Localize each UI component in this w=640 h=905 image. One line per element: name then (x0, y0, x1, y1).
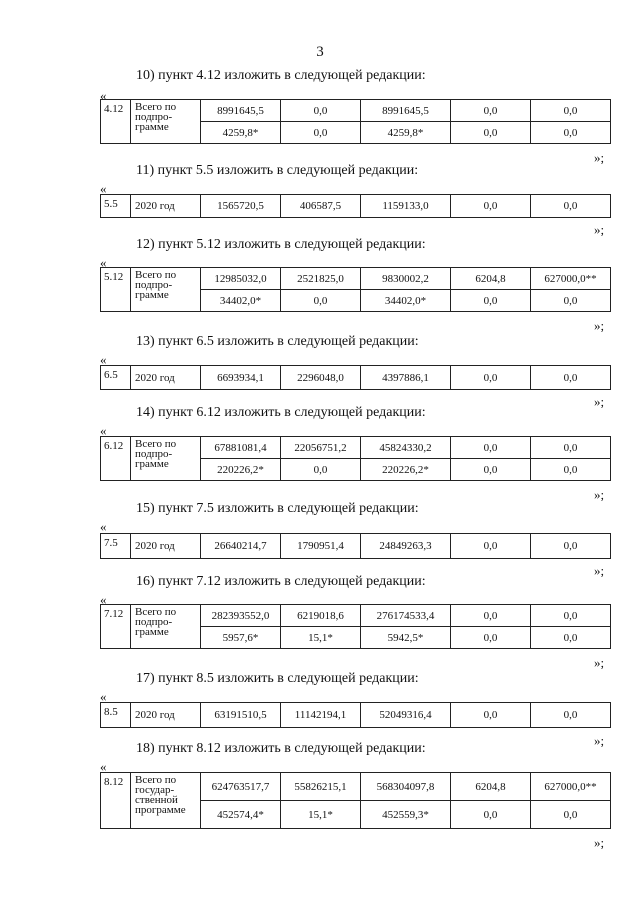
amendment-heading: 17) пункт 8.5 изложить в следующей редакции: (136, 671, 419, 686)
close-quote: »; (594, 150, 605, 165)
open-quote: « (100, 689, 107, 704)
value-cell: 0,0 (451, 459, 531, 481)
value-cell: 220226,2* (201, 459, 281, 481)
value-cell: 5957,6* (201, 627, 281, 649)
item-code: 6.5 (101, 366, 131, 390)
value-cell: 0,0 (531, 195, 611, 218)
open-quote: « (100, 592, 107, 607)
item-label-line: подпро- (135, 616, 173, 628)
value-cell: 1565720,5 (201, 195, 281, 218)
item-code: 7.12 (101, 605, 131, 649)
value-cell: 0,0 (451, 366, 531, 390)
item-label (131, 100, 201, 144)
value-cell: 627000,0** (531, 773, 611, 801)
item-label-line: грамме (135, 121, 169, 133)
value-cell: 11142194,1 (281, 703, 361, 728)
close-quote: »; (594, 733, 605, 748)
value-cell: 0,0 (451, 801, 531, 829)
item-label (131, 437, 201, 481)
value-cell: 6219018,6 (281, 605, 361, 627)
item-code: 8.12 (101, 773, 131, 829)
item-label (131, 268, 201, 312)
item-label-line: программе (135, 804, 186, 816)
close-quote: »; (594, 394, 605, 409)
value-cell: 45824330,2 (361, 437, 451, 459)
amendment-table (100, 436, 611, 481)
table-row (101, 605, 611, 627)
item-code: 8.5 (101, 703, 131, 728)
value-cell: 0,0 (531, 100, 611, 122)
amendment-table (100, 99, 611, 144)
value-cell: 4259,8* (201, 122, 281, 144)
value-cell: 0,0 (531, 627, 611, 649)
value-cell: 0,0 (531, 801, 611, 829)
item-label-line: подпро- (135, 448, 173, 460)
value-cell: 0,0 (281, 100, 361, 122)
amendment-heading: 11) пункт 5.5 изложить в следующей редакции: (136, 163, 419, 178)
amendment-table (100, 194, 611, 218)
value-cell: 6693934,1 (201, 366, 281, 390)
value-cell: 52049316,4 (361, 703, 451, 728)
amendment-heading: 13) пункт 6.5 изложить в следующей редакции: (136, 334, 419, 349)
value-cell: 452559,3* (361, 801, 451, 829)
table-row (101, 773, 611, 801)
amendment-table (100, 772, 611, 829)
value-cell: 24849263,3 (361, 534, 451, 559)
value-cell: 6204,8 (451, 773, 531, 801)
value-cell: 4259,8* (361, 122, 451, 144)
value-cell: 282393552,0 (201, 605, 281, 627)
value-cell: 0,0 (531, 534, 611, 559)
value-cell: 0,0 (451, 534, 531, 559)
item-label: 2020 год (131, 534, 201, 559)
page-number: 3 (316, 44, 324, 60)
table-row (101, 268, 611, 290)
value-cell: 67881081,4 (201, 437, 281, 459)
amendment-table (100, 604, 611, 649)
open-quote: « (100, 255, 107, 270)
value-cell: 1790951,4 (281, 534, 361, 559)
value-cell: 276174533,4 (361, 605, 451, 627)
close-quote: »; (594, 318, 605, 333)
close-quote: »; (594, 487, 605, 502)
amendment-table (100, 267, 611, 312)
value-cell: 2521825,0 (281, 268, 361, 290)
item-code: 6.12 (101, 437, 131, 481)
value-cell: 63191510,5 (201, 703, 281, 728)
value-cell: 0,0 (531, 437, 611, 459)
item-label (131, 605, 201, 649)
value-cell: 220226,2* (361, 459, 451, 481)
value-cell: 0,0 (531, 290, 611, 312)
item-code: 5.12 (101, 268, 131, 312)
item-label-line: Всего по (135, 606, 177, 618)
table-row (101, 366, 611, 390)
value-cell: 26640214,7 (201, 534, 281, 559)
open-quote: « (100, 759, 107, 774)
amendment-heading: 15) пункт 7.5 изложить в следующей редакции: (136, 501, 419, 516)
amendment-table (100, 365, 611, 390)
value-cell: 34402,0* (361, 290, 451, 312)
amendment-heading: 12) пункт 5.12 изложить в следующей редакции: (136, 237, 426, 252)
value-cell: 627000,0** (531, 268, 611, 290)
value-cell: 0,0 (531, 459, 611, 481)
value-cell: 0,0 (531, 122, 611, 144)
item-code: 7.5 (101, 534, 131, 559)
value-cell: 4397886,1 (361, 366, 451, 390)
amendment-heading: 14) пункт 6.12 изложить в следующей редакции: (136, 405, 426, 420)
open-quote: « (100, 519, 107, 534)
open-quote: « (100, 181, 107, 196)
value-cell: 0,0 (531, 366, 611, 390)
value-cell: 12985032,0 (201, 268, 281, 290)
item-code: 5.5 (101, 195, 131, 218)
value-cell: 1159133,0 (361, 195, 451, 218)
value-cell: 8991645,5 (361, 100, 451, 122)
open-quote: « (100, 88, 107, 103)
item-label: 2020 год (131, 366, 201, 390)
value-cell: 406587,5 (281, 195, 361, 218)
item-label-line: грамме (135, 626, 169, 638)
item-label-line: Всего по (135, 438, 177, 450)
value-cell: 15,1* (281, 627, 361, 649)
close-quote: »; (594, 563, 605, 578)
value-cell: 55826215,1 (281, 773, 361, 801)
amendment-heading: 16) пункт 7.12 изложить в следующей редакции: (136, 574, 426, 589)
value-cell: 9830002,2 (361, 268, 451, 290)
table-row (101, 195, 611, 218)
value-cell: 8991645,5 (201, 100, 281, 122)
value-cell: 624763517,7 (201, 773, 281, 801)
close-quote: »; (594, 835, 605, 850)
value-cell: 0,0 (451, 605, 531, 627)
value-cell: 0,0 (281, 459, 361, 481)
item-label-line: подпро- (135, 111, 173, 123)
table-row (101, 437, 611, 459)
amendment-heading: 18) пункт 8.12 изложить в следующей редакции: (136, 741, 426, 756)
item-label: 2020 год (131, 703, 201, 728)
value-cell: 0,0 (451, 195, 531, 218)
item-label-line: Всего по (135, 101, 177, 113)
amendment-table (100, 702, 611, 728)
value-cell: 568304097,8 (361, 773, 451, 801)
value-cell: 0,0 (281, 122, 361, 144)
value-cell: 0,0 (281, 290, 361, 312)
table-row (101, 534, 611, 559)
close-quote: »; (594, 222, 605, 237)
item-label-line: Всего по (135, 269, 177, 281)
table-row (101, 703, 611, 728)
value-cell: 0,0 (451, 703, 531, 728)
amendment-heading: 10) пункт 4.12 изложить в следующей редакции: (136, 68, 426, 83)
value-cell: 5942,5* (361, 627, 451, 649)
item-label: 2020 год (131, 195, 201, 218)
table-row (101, 100, 611, 122)
amendment-table (100, 533, 611, 559)
value-cell: 6204,8 (451, 268, 531, 290)
value-cell: 0,0 (451, 437, 531, 459)
item-label-line: грамме (135, 289, 169, 301)
item-label-line: Всего по (135, 774, 177, 786)
item-label-line: подпро- (135, 279, 173, 291)
value-cell: 22056751,2 (281, 437, 361, 459)
value-cell: 0,0 (531, 703, 611, 728)
value-cell: 15,1* (281, 801, 361, 829)
value-cell: 0,0 (531, 605, 611, 627)
open-quote: « (100, 352, 107, 367)
value-cell: 2296048,0 (281, 366, 361, 390)
item-label (131, 773, 201, 829)
value-cell: 34402,0* (201, 290, 281, 312)
value-cell: 0,0 (451, 100, 531, 122)
item-label-line: государ- (135, 784, 175, 796)
close-quote: »; (594, 655, 605, 670)
item-code: 4.12 (101, 100, 131, 144)
value-cell: 0,0 (451, 122, 531, 144)
item-label-line: ственной (135, 794, 178, 806)
value-cell: 0,0 (451, 627, 531, 649)
value-cell: 452574,4* (201, 801, 281, 829)
item-label-line: грамме (135, 458, 169, 470)
value-cell: 0,0 (451, 290, 531, 312)
open-quote: « (100, 423, 107, 438)
